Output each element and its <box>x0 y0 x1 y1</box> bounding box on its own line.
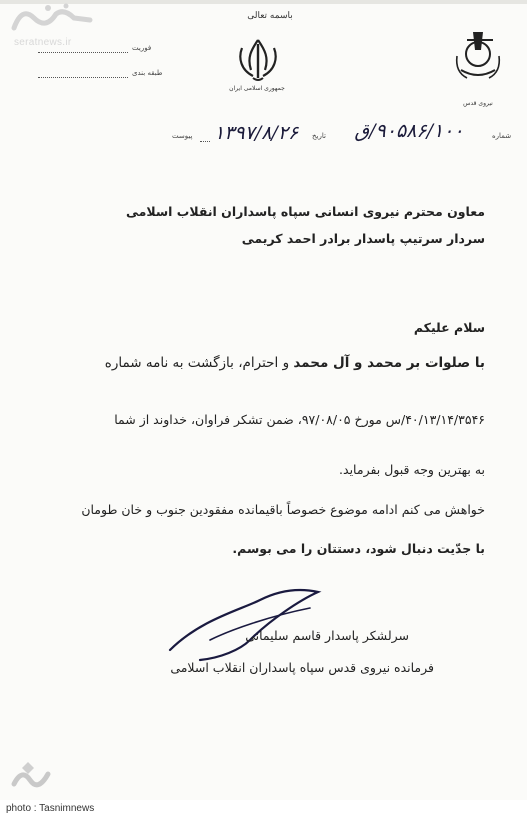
classification-line <box>38 77 128 78</box>
paragraph-2-line-1: خواهش می کنم ادامه موضوع خصوصاً باقیمانده مفقودین جنوب و خان طومان <box>81 502 485 517</box>
irgc-caption: نیروی قدس <box>463 100 493 107</box>
paragraph-2-line-2: با جدّیت دنبال شود، دستتان را می بوسم. <box>232 541 485 556</box>
number-value: ۹۰۵۸۶/۱۰۰/ق <box>354 120 464 142</box>
paragraph-1-line-2: ۴۰/۱۳/۱۴/۳۵۴۶/س مورخ ۹۷/۰۸/۰۵، ضمن تشکر فراوان، خداوند از شما <box>114 412 485 427</box>
iran-emblem-caption: جمهوری اسلامی ایران <box>229 85 285 92</box>
photo-credit: photo : Tasnimnews <box>6 803 95 814</box>
photo-credit-bar <box>0 800 527 817</box>
urgency-label: فوریت <box>132 44 152 52</box>
handwritten-signature <box>150 580 330 670</box>
paragraph-1-line-3: به بهترین وجه قبول بفرماید. <box>339 462 485 477</box>
recipient-line-2: سردار سرتیپ پاسدار برادر احمد کریمی <box>241 231 485 246</box>
iran-emblem-icon <box>233 36 283 84</box>
urgency-line <box>38 52 128 53</box>
attachment-line <box>200 141 210 142</box>
bismillah: باسمه تعالی <box>247 11 293 21</box>
paragraph-1-rest: و احترام، بازگشت به نامه شماره <box>104 355 294 371</box>
serat-logo-icon <box>4 0 98 38</box>
watermark-url: seratnews.ir <box>14 37 72 48</box>
irgc-emblem-icon <box>453 26 503 86</box>
paragraph-1-line-1 <box>105 355 485 371</box>
salawat-phrase: با صلوات بر محمد و آل محمد <box>293 355 485 371</box>
date-label: تاریخ <box>312 132 326 140</box>
attachment-label: پیوست <box>172 132 193 140</box>
classification-label: طبقه بندی <box>132 69 163 77</box>
date-value: ۱۳۹۷/۸/۲۶ <box>214 122 299 144</box>
greeting: سلام علیکم <box>413 320 485 335</box>
recipient-line-1: معاون محترم نیروی انسانی سپاه پاسداران انقلاب اسلامی <box>126 204 485 219</box>
signer-name: سرلشکر پاسدار قاسم سلیمانی <box>245 628 409 643</box>
signer-title: فرمانده نیروی قدس سپاه پاسداران انقلاب اسلامی <box>170 660 434 675</box>
tasnim-logo-icon <box>8 758 54 794</box>
number-label: شماره <box>492 132 512 140</box>
